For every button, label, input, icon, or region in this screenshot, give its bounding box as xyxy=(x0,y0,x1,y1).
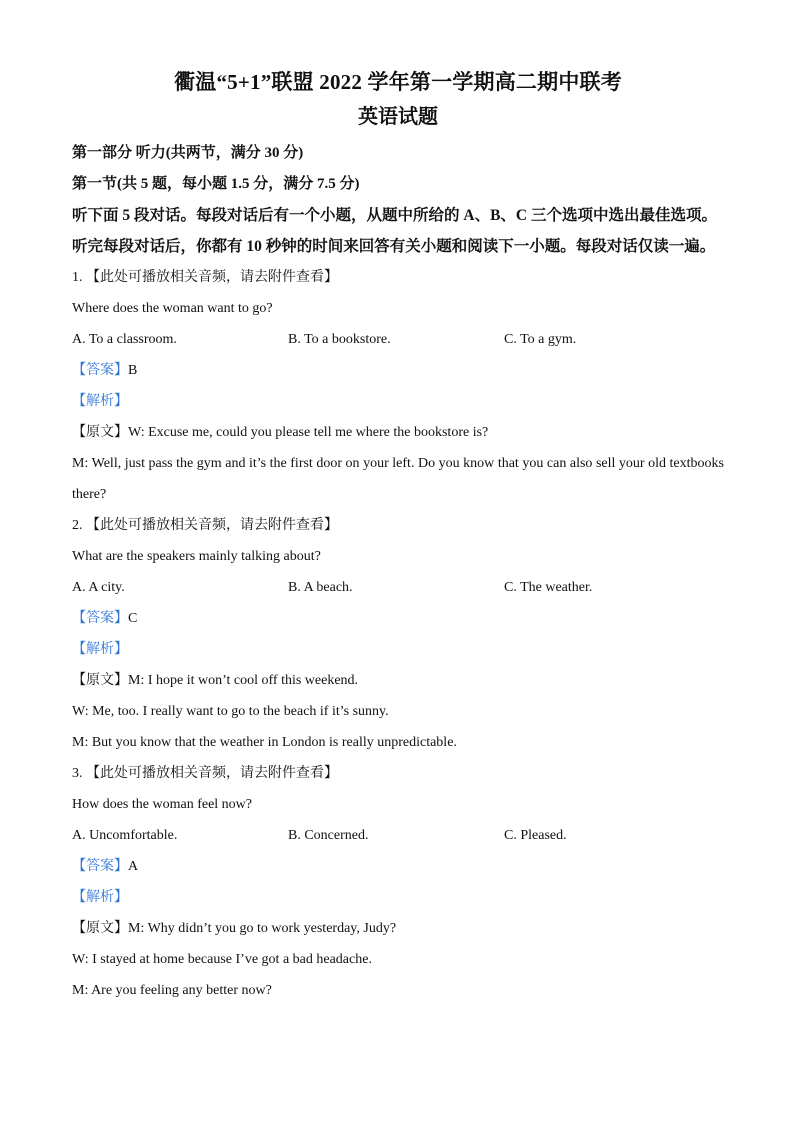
options xyxy=(72,820,724,851)
analysis-label: 【解析】 xyxy=(72,642,128,657)
transcript-text: M: Why didn’t you go to work yesterday, Judy? xyxy=(128,921,397,936)
answer-line xyxy=(72,851,724,882)
answer-label: 【答案】 xyxy=(72,611,128,626)
answer-line xyxy=(72,603,724,634)
option-c: C. Pleased. xyxy=(504,828,567,843)
option-b: B. Concerned. xyxy=(288,828,369,843)
answer-value: B xyxy=(128,363,138,378)
analysis-line xyxy=(72,386,724,417)
transcript-line: M: Are you feeling any better now? xyxy=(72,983,272,998)
question-stem: Where does the woman want to go? xyxy=(72,301,273,316)
option-c: C. To a gym. xyxy=(504,332,577,347)
audio-note[interactable]: 【此处可播放相关音频，请去附件查看】 xyxy=(86,518,338,533)
options xyxy=(72,324,724,355)
question-header xyxy=(72,262,724,293)
question-2 xyxy=(72,510,724,758)
question-1 xyxy=(72,262,724,510)
question-number: 2. xyxy=(72,518,83,533)
option-a: A. Uncomfortable. xyxy=(72,828,178,843)
question-stem: What are the speakers mainly talking about? xyxy=(72,549,321,564)
question-stem: How does the woman feel now? xyxy=(72,797,253,812)
question-header xyxy=(72,758,724,789)
exam-page xyxy=(72,66,724,1006)
question-number: 1. xyxy=(72,270,83,285)
transcript-text: W: Excuse me, could you please tell me where the bookstore is? xyxy=(128,425,489,440)
transcript-line xyxy=(72,665,724,696)
analysis-line xyxy=(72,882,724,913)
option-b: B. To a bookstore. xyxy=(288,332,391,347)
transcript-line: W: Me, too. I really want to go to the beach if it’s sunny. xyxy=(72,704,389,719)
exam-title: 衢温“5+1”联盟 2022 学年第一学期高二期中联考 xyxy=(174,70,622,94)
original-label: 【原文】 xyxy=(72,425,128,440)
option-a: A. A city. xyxy=(72,580,125,595)
option-a: A. To a classroom. xyxy=(72,332,177,347)
part-heading: 第一部分 听力(共两节，满分 30 分) xyxy=(72,145,304,161)
section-heading: 第一节(共 5 题，每小题 1.5 分，满分 7.5 分) xyxy=(72,176,360,192)
answer-value: C xyxy=(128,611,138,626)
analysis-label: 【解析】 xyxy=(72,394,128,409)
analysis-line xyxy=(72,634,724,665)
transcript-text: M: I hope it won’t cool off this weekend. xyxy=(128,673,359,688)
answer-line xyxy=(72,355,724,386)
audio-note[interactable]: 【此处可播放相关音频，请去附件查看】 xyxy=(86,270,338,285)
original-label: 【原文】 xyxy=(72,673,128,688)
exam-subtitle: 英语试题 xyxy=(358,106,438,128)
transcript-line: M: But you know that the weather in London is really unpredictable. xyxy=(72,735,457,750)
transcript-line: W: I stayed at home because I’ve got a bad headache. xyxy=(72,952,372,967)
transcript-line xyxy=(72,913,724,944)
option-b: B. A beach. xyxy=(288,580,353,595)
answer-value: A xyxy=(128,859,139,874)
audio-note[interactable]: 【此处可播放相关音频，请去附件查看】 xyxy=(86,766,338,781)
answer-label: 【答案】 xyxy=(72,363,128,378)
option-c: C. The weather. xyxy=(504,580,593,595)
original-label: 【原文】 xyxy=(72,921,128,936)
transcript-line: M: Well, just pass the gym and it’s the first door on your left. Do you know that you can also sell your old textbooks there? xyxy=(72,456,724,502)
question-header xyxy=(72,510,724,541)
transcript-line xyxy=(72,417,724,448)
options xyxy=(72,572,724,603)
analysis-label: 【解析】 xyxy=(72,890,128,905)
question-3 xyxy=(72,758,724,1006)
instructions: 听下面 5 段对话。每段对话后有一个小题，从题中所给的 A、B、C 三个选项中选出最佳选项。听完每段对话后，你都有 10 秒钟的时间来回答有关小题和阅读下一小题。每段对话仅读一遍。 xyxy=(72,207,717,255)
question-number: 3. xyxy=(72,766,83,781)
answer-label: 【答案】 xyxy=(72,859,128,874)
